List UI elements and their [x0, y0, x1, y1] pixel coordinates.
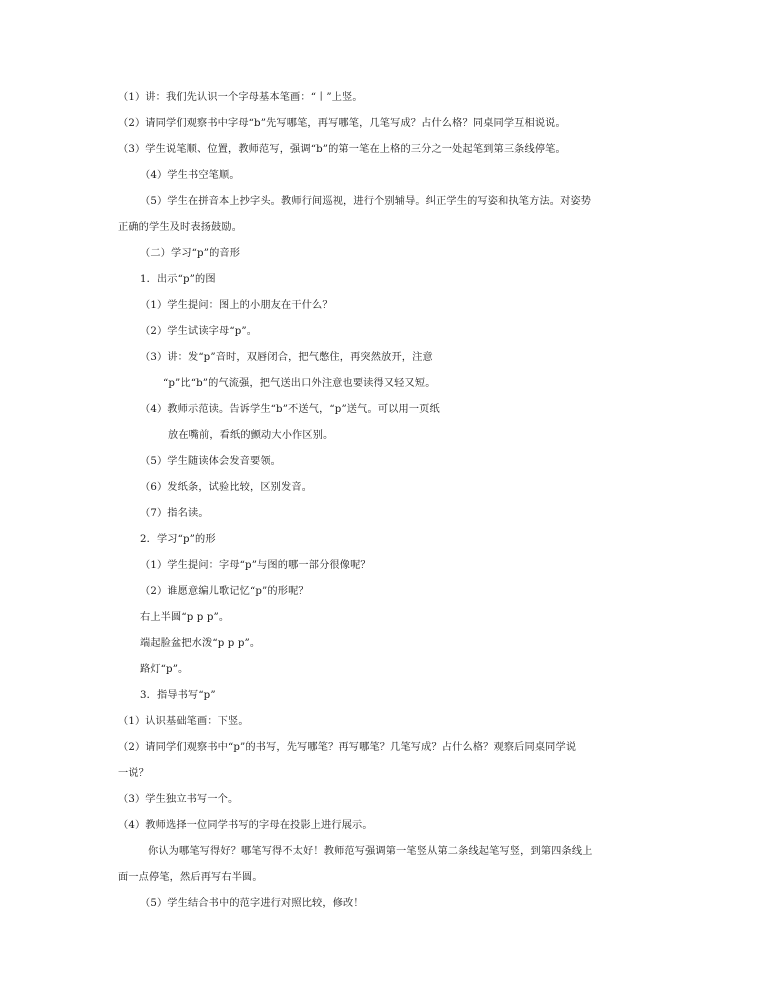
- text-line: （5）学生在拼音本上抄字头。教师行间巡视，进行个别辅导。纠正学生的写姿和执笔方法。对姿势: [140, 196, 592, 207]
- text-line: （2）请同学们观察书中字母“b”先写哪笔，再写哪笔，几笔写成？占什么格？同桌同学互相说说。: [118, 118, 566, 129]
- text-line: （4）教师示范读。告诉学生“b”不送气，“p”送气。可以用一页纸: [140, 404, 440, 415]
- text-line: （5）学生随读体会发音要领。: [140, 456, 282, 467]
- text-line: 面一点停笔，然后再写右半圆。: [118, 872, 263, 883]
- text-line: 一说？: [118, 768, 150, 779]
- text-line: （3）讲：发“p”音时，双唇闭合，把气憋住，再突然放开，注意: [140, 352, 433, 363]
- rhyme-line: 路灯“p”。: [140, 664, 189, 675]
- text-line: （1）学生提问：图上的小朋友在干什么？: [140, 300, 333, 311]
- text-line: （3）学生说笔顺、位置，教师范写，强调“b”的第一笔在上格的三分之一处起笔到第三条线停笔。: [118, 144, 566, 155]
- text-line: （4）教师选择一位同学书写的字母在投影上进行展示。: [118, 820, 373, 831]
- text-line: （1）认识基础笔画：下竖。: [118, 716, 249, 727]
- text-line: （2）谁愿意编儿歌记忆“p”的形呢？: [140, 586, 309, 597]
- text-line: （3）学生独立书写一个。: [118, 794, 239, 805]
- text-line: （6）发纸条，试验比较，区别发音。: [140, 482, 313, 493]
- text-line: 放在嘴前，看纸的颤动大小作区别。: [168, 430, 334, 441]
- text-line: （1）学生提问：字母“p”与图的哪一部分很像呢？: [140, 560, 371, 571]
- text-line: 正确的学生及时表扬鼓励。: [118, 222, 243, 233]
- subsection-heading: 2．学习“p”的形: [140, 534, 216, 545]
- subsection-heading: 3．指导书写“p”: [140, 690, 216, 701]
- text-line: 你认为哪笔写得好？哪笔写得不太好！教师范写强调第一笔竖从第二条线起笔写竖，到第四条线上: [148, 846, 593, 857]
- section-heading: （二）学习“p”的音形: [140, 248, 241, 259]
- rhyme-line: 端起脸盆把水泼“p p p”。: [140, 638, 261, 649]
- text-line: （7）指名读。: [140, 508, 209, 519]
- subsection-heading: 1．出示“p”的图: [140, 274, 216, 285]
- text-line: （5）学生结合书中的范字进行对照比较，修改！: [140, 898, 364, 909]
- text-line: （2）请同学们观察书中“p”的书写，先写哪笔？再写哪笔？几笔写成？占什么格？观察后同桌同学说: [118, 742, 577, 753]
- text-line: （1）讲：我们先认识一个字母基本笔画：“丨”上竖。: [118, 92, 363, 103]
- rhyme-line: 右上半圆“p p p”。: [140, 612, 230, 623]
- text-line: “p”比“b”的气流强，把气送出口外注意也要读得又轻又短。: [163, 378, 436, 389]
- text-line: （2）学生试读字母“p”。: [140, 326, 258, 337]
- text-line: （4）学生书空笔顺。: [140, 170, 240, 181]
